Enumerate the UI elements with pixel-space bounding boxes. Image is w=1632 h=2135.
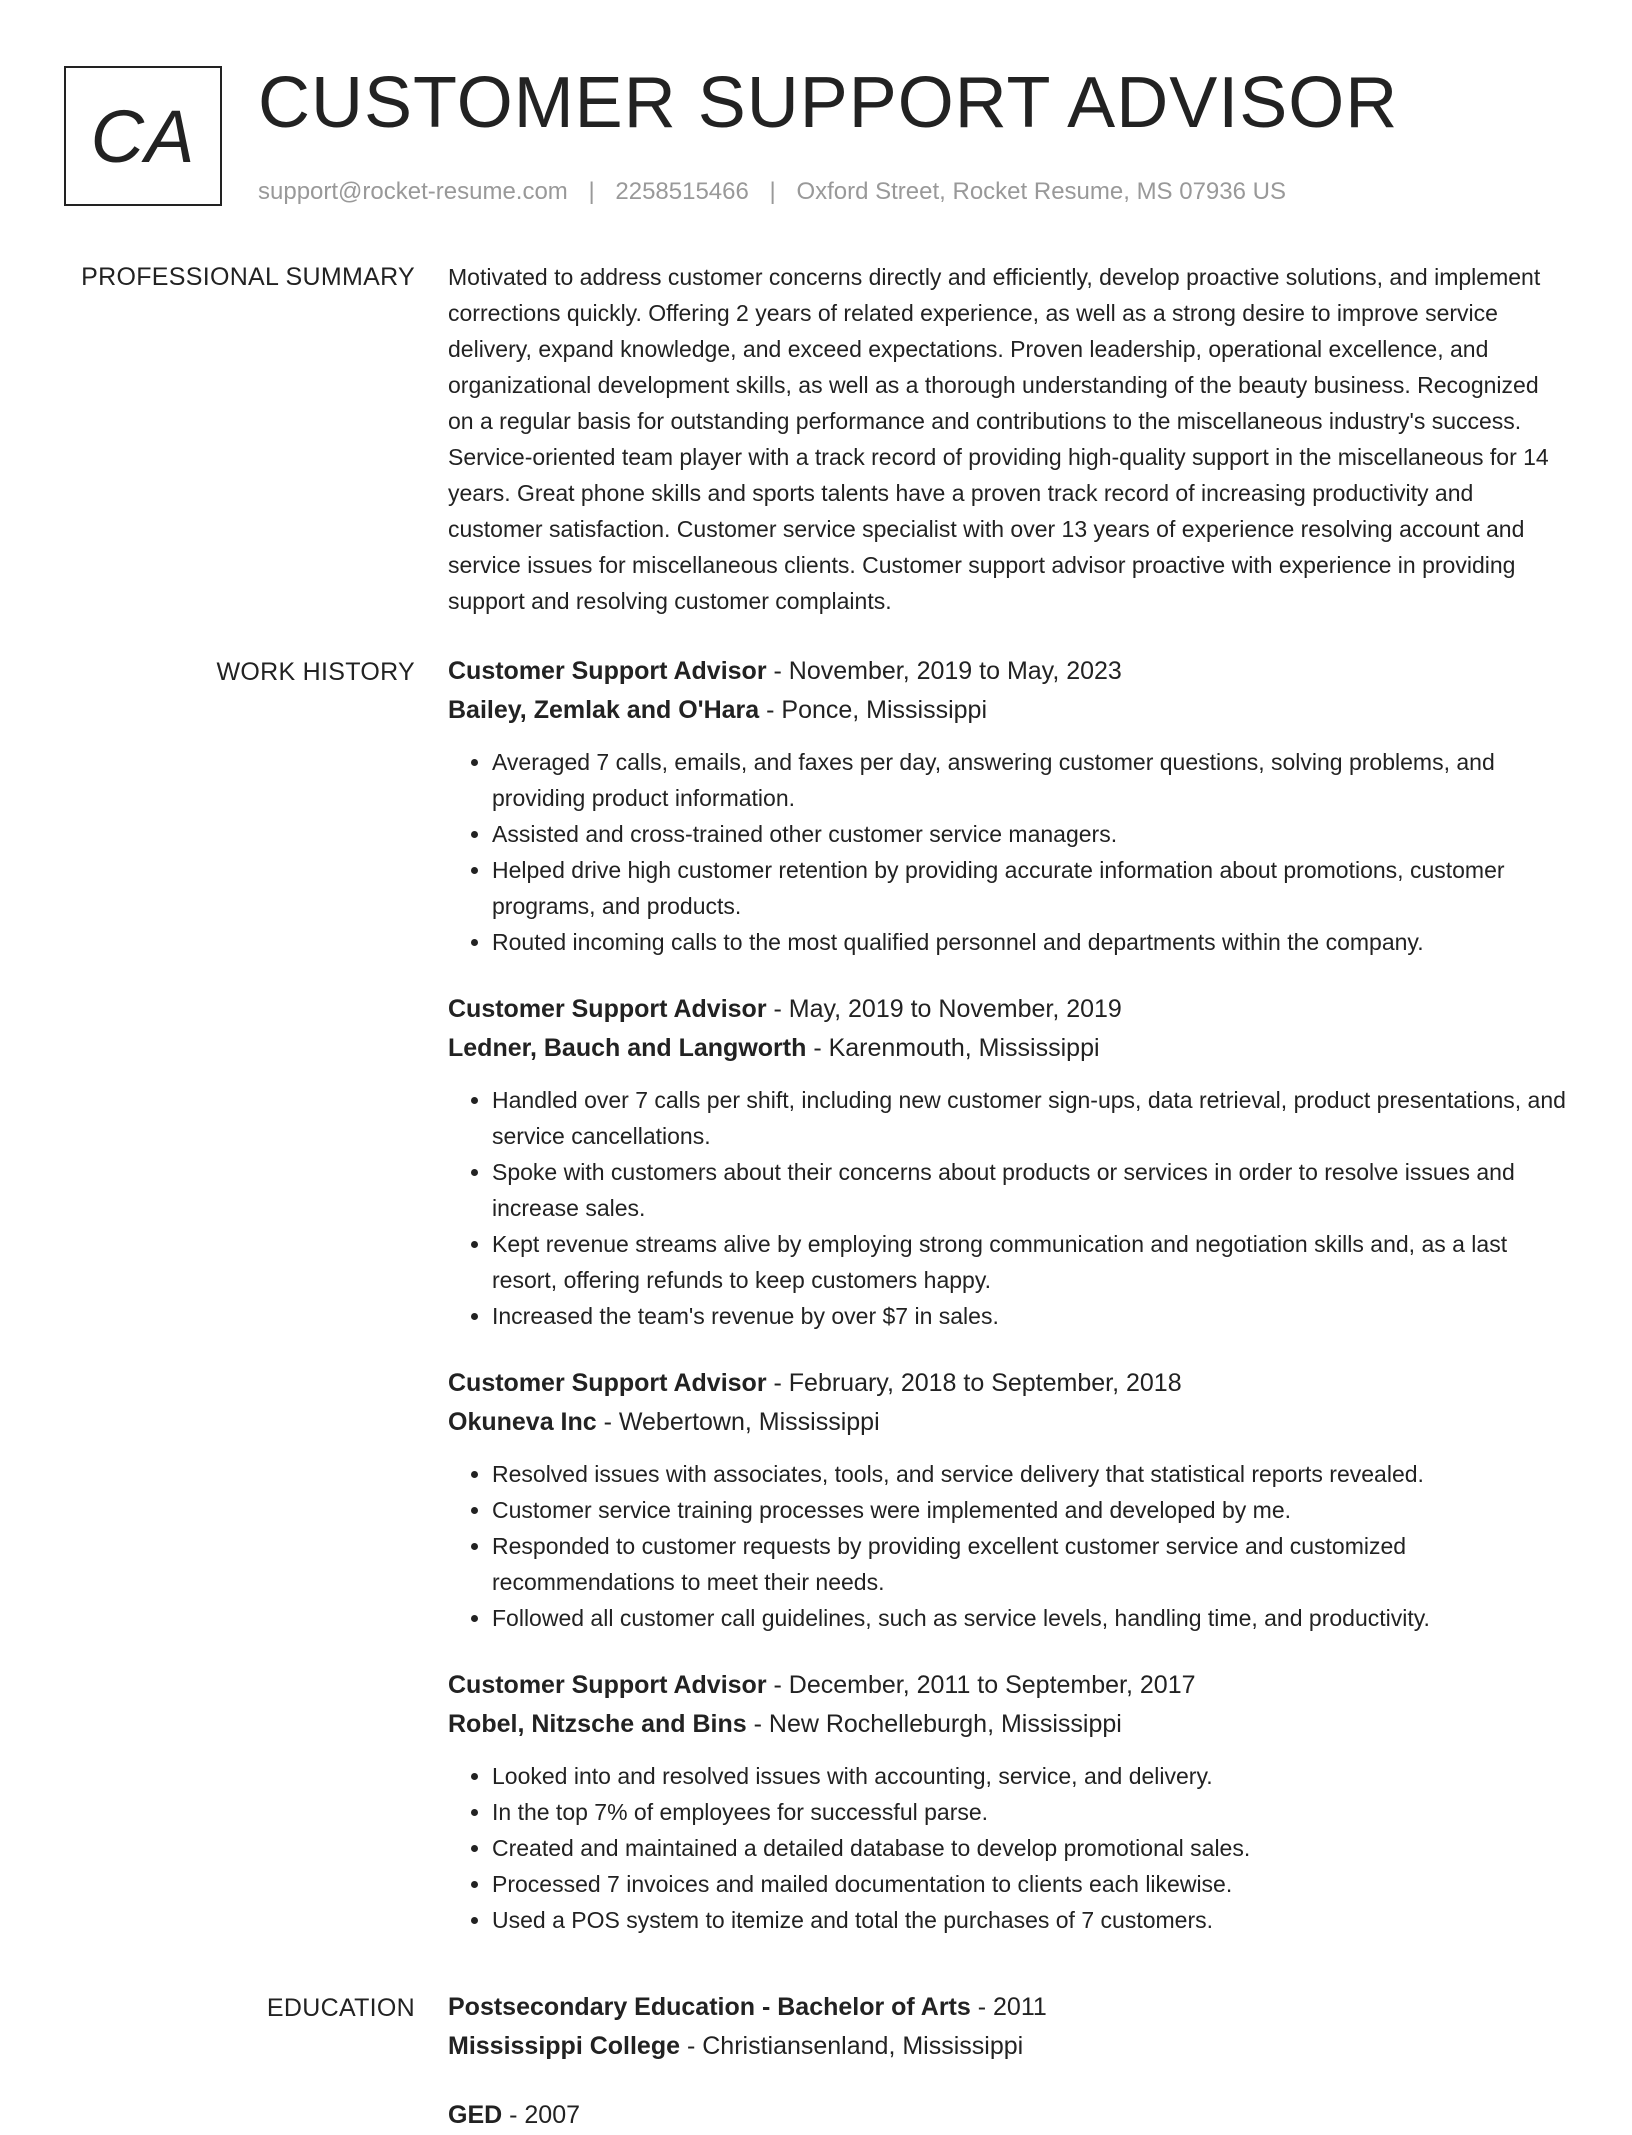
job-title-line (448, 652, 1570, 691)
job-title-line (448, 1666, 1570, 1705)
job-bullets (448, 1082, 1570, 1334)
contact-separator: | (588, 178, 595, 205)
education-school: Mississippi College (448, 2032, 681, 2060)
education-degree: Postsecondary Education - Bachelor of Arts (448, 1993, 971, 2021)
job-location: - Ponce, Mississippi (759, 696, 988, 724)
job-bullets (448, 744, 1570, 960)
job-dates: - November, 2019 to May, 2023 (766, 657, 1122, 685)
education-school-line (448, 2027, 1570, 2066)
job-bullet: • Kept revenue streams alive by employing strong communication and negotiation skills and, as a last resort, offering refunds to keep customers happy. (492, 1226, 1570, 1298)
job-company-line (448, 1029, 1570, 1068)
contact-address: Oxford Street, Rocket Resume, MS 07936 US (796, 178, 1286, 205)
job-title: Customer Support Advisor (448, 1369, 767, 1397)
job-title: Customer Support Advisor (448, 1671, 767, 1699)
job-bullet: • Averaged 7 calls, emails, and faxes per day, answering customer questions, solving problems, and providing product information. (492, 744, 1570, 816)
job-entry (448, 1666, 1570, 1938)
education-degree-line (448, 1988, 1570, 2027)
job-company-line (448, 1705, 1570, 1744)
job-bullet: • Responded to customer requests by providing excellent customer service and customized recommendations to meet their needs. (492, 1528, 1570, 1600)
job-bullet: • Customer service training processes were implemented and developed by me. (492, 1492, 1570, 1528)
job-bullet: • Created and maintained a detailed database to develop promotional sales. (492, 1830, 1570, 1866)
job-bullet: • Spoke with customers about their concerns about products or services in order to resolve issues and increase sales. (492, 1154, 1570, 1226)
job-bullet: • In the top 7% of employees for successful parse. (492, 1794, 1570, 1830)
job-company-line (448, 691, 1570, 730)
contact-email[interactable]: support@rocket-resume.com (258, 178, 568, 205)
job-bullet: • Followed all customer call guidelines, such as service levels, handling time, and productivity. (492, 1600, 1570, 1636)
job-entry (448, 990, 1570, 1334)
job-location: - New Rochelleburgh, Mississippi (746, 1710, 1122, 1738)
job-dates: - December, 2011 to September, 2017 (766, 1671, 1196, 1699)
monogram-badge (64, 66, 222, 206)
resume-title: CUSTOMER SUPPORT ADVISOR (258, 63, 1399, 143)
job-bullet: • Helped drive high customer retention by providing accurate information about promotions, customer programs, and products. (492, 852, 1570, 924)
education-year: - 2007 (502, 2101, 581, 2129)
job-bullet: • Handled over 7 calls per shift, including new customer sign-ups, data retrieval, product presentations, and service cancellations. (492, 1082, 1570, 1154)
job-title: Customer Support Advisor (448, 657, 767, 685)
job-bullet: • Used a POS system to itemize and total the purchases of 7 customers. (492, 1902, 1570, 1938)
education-body (448, 1988, 1570, 2135)
summary-heading: PROFESSIONAL SUMMARY (81, 263, 415, 291)
job-dates: - February, 2018 to September, 2018 (766, 1369, 1182, 1397)
education-year: - 2011 (970, 1993, 1047, 2021)
education-degree: GED (448, 2101, 503, 2129)
job-bullet: • Assisted and cross-trained other customer service managers. (492, 816, 1570, 852)
job-bullet: • Processed 7 invoices and mailed documentation to clients each likewise. (492, 1866, 1570, 1902)
job-location: - Karenmouth, Mississippi (806, 1034, 1100, 1062)
job-company: Okuneva Inc (448, 1408, 597, 1436)
education-location: - Christiansenland, Mississippi (680, 2032, 1024, 2060)
contact-phone[interactable]: 2258515466 (615, 178, 749, 205)
contact-line (258, 174, 1286, 210)
job-bullets (448, 1758, 1570, 1938)
job-company: Robel, Nitzsche and Bins (448, 1710, 747, 1738)
monogram-initials: CA (90, 94, 196, 178)
job-dates: - May, 2019 to November, 2019 (766, 995, 1122, 1023)
work-history-heading: WORK HISTORY (216, 658, 415, 686)
job-entry (448, 652, 1570, 960)
job-title-line (448, 990, 1570, 1029)
contact-separator: | (769, 178, 776, 205)
job-entry (448, 1364, 1570, 1636)
job-title: Customer Support Advisor (448, 995, 767, 1023)
work-history-body (448, 652, 1570, 1968)
education-heading: EDUCATION (266, 1994, 415, 2022)
job-company: Bailey, Zemlak and O'Hara (448, 696, 760, 724)
job-bullet: • Routed incoming calls to the most qualified personnel and departments within the company. (492, 924, 1570, 960)
job-title-line (448, 1364, 1570, 1403)
education-degree-line (448, 2096, 1570, 2135)
job-bullets (448, 1456, 1570, 1636)
summary-text: Motivated to address customer concerns directly and efficiently, develop proactive solutions, and implement corrections quickly. Offering 2 years of related experience, as well as a strong desire to improve service delivery, expand knowledge, and exceed expectations. Proven leadership, operational excellence, and organizational development skills, as well as a thorough understanding of the beauty business. Recognized on a regular basis for outstanding performance and contributions to the miscellaneous industry's success. Service-oriented team player with a track record of providing high-quality support in the miscellaneous for 14 years. Great phone skills and sports talents have a proven track record of increasing productivity and customer satisfaction. Customer service specialist with over 13 years of experience resolving account and service issues for miscellaneous clients. Customer support advisor proactive with experience in providing support and resolving customer complaints. (448, 264, 1549, 614)
job-bullet: • Resolved issues with associates, tools, and service delivery that statistical reports revealed. (492, 1456, 1570, 1492)
job-bullet: • Increased the team's revenue by over $7 in sales. (492, 1298, 1570, 1334)
job-bullet: • Looked into and resolved issues with accounting, service, and delivery. (492, 1758, 1570, 1794)
job-location: - Webertown, Mississippi (596, 1408, 880, 1436)
summary-body (448, 259, 1570, 619)
job-company-line (448, 1403, 1570, 1442)
job-company: Ledner, Bauch and Langworth (448, 1034, 807, 1062)
